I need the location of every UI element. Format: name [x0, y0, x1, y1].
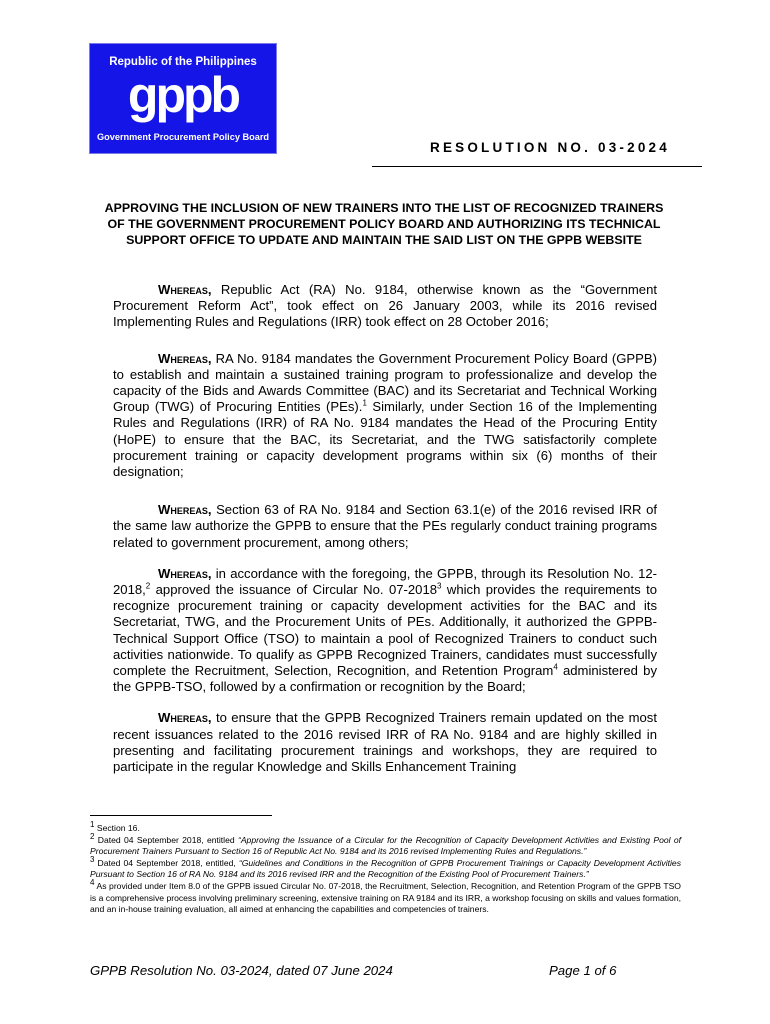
paragraph-text: administered by the GPPB-TSO, followed by a confirmation or recognition by the Board; — [113, 663, 657, 695]
footnote-italic-title: “Approving the Issuance of a Circular for the Recognition of Capacity Development Activities and Existing Pool of Procurement Trainers Pursuant to Section 16 of Republic Act No. 9184 and its 2016 revised Implementing Rules and Regulations.” — [90, 834, 682, 857]
paragraph-text: approved the issuance of Circular No. 07-2018 — [150, 582, 438, 598]
footnote-number: 3 — [90, 854, 95, 864]
footnote — [90, 878, 681, 916]
logo-bottom-text: Government Procurement Policy Board — [96, 132, 270, 142]
footnote-ref[interactable]: 2 — [145, 581, 151, 591]
whereas-lead: Whereas, — [158, 502, 212, 518]
footer-resolution-reference: GPPB Resolution No. 03-2024, dated 07 June 2024 — [90, 963, 393, 978]
footnote-ref[interactable]: 1 — [362, 398, 367, 408]
footnote-text: Dated 04 September 2018, entitled — [97, 834, 238, 845]
whereas-paragraph — [113, 502, 657, 551]
footnote — [90, 820, 681, 835]
footnote — [90, 831, 682, 858]
whereas-paragraph — [113, 282, 657, 331]
paragraph-text: Section 63 of RA No. 9184 and Section 63.1(e) of the 2016 revised IRR of the same law authorize the GPPB to ensure that the PEs regularly conduct training programs related to government procurement, among others; — [113, 502, 657, 550]
footnote-italic-title: “Guidelines and Conditions in the Recognition of GPPB Procurement Trainings or Capacity Development Activities Pursuant to Section 16 of RA No. 9184 and its 2016 revised IRR and the Recognition of the Existing Pool of Procurement Trainers.” — [90, 857, 681, 880]
paragraph-text: to ensure that the GPPB Recognized Trainers remain updated on the most recent issuances related to the 2016 revised IRR of RA No. 9184 and are highly skilled in presenting and facilitating procurement trainings and workshops, they are required to participate in the regular Knowledge and Skills Enhancement Training — [113, 710, 657, 775]
whereas-paragraph — [113, 351, 657, 481]
footnotes — [90, 820, 682, 916]
header-rule — [372, 166, 702, 167]
logo-mark: gppb — [127, 67, 239, 123]
footnote-number: 1 — [90, 820, 95, 830]
paragraph-text: which provides the requirements to recognize procurement training or capacity development activities for the BAC and its Secretariat, TWG, and the Procurement Units of PEs. Additionally, it authorized the GPPB-Technical Support Office (TSO) to maintain a pool of Recognized Trainers to conduct such activities nationwide. To qualify as GPPB Recognized Trainers, candidates must successfully complete the Recruitment, Selection, Recognition, and Retention Program — [113, 582, 657, 679]
logo-top-text: Republic of the Philippines — [109, 56, 257, 68]
footer-page-number: Page 1 of 6 — [549, 963, 617, 978]
footnote-text: Section 16. — [96, 823, 140, 833]
footnote-number: 4 — [90, 878, 95, 888]
footnote-ref[interactable]: 4 — [553, 662, 558, 672]
whereas-lead: Whereas, — [158, 282, 212, 297]
footnote-number: 2 — [90, 831, 95, 841]
resolution-number: RESOLUTION NO. 03-2024 — [430, 140, 670, 155]
gppb-logo — [89, 43, 277, 154]
paragraph-text: Republic Act (RA) No. 9184, otherwise known as the “Government Procurement Reform Act”, took effect on 26 January 2003, while its 2016 revised Implementing Rules and Regulations (IRR) took effect on 28 October 2016; — [113, 282, 657, 330]
whereas-lead: Whereas, — [158, 350, 212, 366]
footnote-separator — [90, 815, 272, 816]
footnote-text: As provided under Item 8.0 of the GPPB issued Circular No. 07-2018, the Recruitment, Selection, Recognition, and Retention Program of the GPPB TSO is a comprehensive process involving preliminary screening, extensive training on RA 9184 and its IRR, a workshop focusing on skills and values formation, and an in-house training evaluation, all aimed at enhancing the capabilities and competencies of trainers. — [90, 880, 681, 915]
footnote — [90, 854, 681, 881]
document-body — [113, 282, 657, 791]
footnote-ref[interactable]: 3 — [437, 581, 442, 591]
whereas-paragraph — [113, 710, 657, 775]
footnote-text: Dated 04 September 2018, entitled, — [97, 857, 239, 868]
whereas-lead: Whereas, — [158, 710, 212, 726]
paragraph-text: RA No. 9184 mandates the Government Procurement Policy Board (GPPB) to establish and maintain a sustained training program to professionalize and develop the capacity of the Bids and Awards Committee (BAC) and its Secretariat and Technical Working Group (TWG) of Procuring Entities (PEs). — [113, 350, 657, 415]
paragraph-text: Similarly, under Section 16 of the Implementing Rules and Regulations (IRR) of RA No. 9184 mandates the Head of the Procuring Entity (HoPE) to ensure that the BAC, its Secretariat, and the TWG satisfactorily complete procurement training or capacity development programs within six (6) months of their designation; — [113, 399, 657, 480]
paragraph-text: in accordance with the foregoing, the GPPB, through its Resolution No. 12-2018, — [113, 565, 657, 598]
whereas-paragraph — [113, 566, 657, 696]
resolution-title: APPROVING THE INCLUSION OF NEW TRAINERS INTO THE LIST OF RECOGNIZED TRAINERS OF THE GOVERNMENT PROCUREMENT POLICY BOARD AND AUTHORIZING ITS TECHNICAL SUPPORT OFFICE TO UPDATE AND MAINTAIN THE SAID LIST ON THE GPPB WEBSITE — [104, 201, 664, 248]
whereas-lead: Whereas, — [158, 565, 212, 581]
